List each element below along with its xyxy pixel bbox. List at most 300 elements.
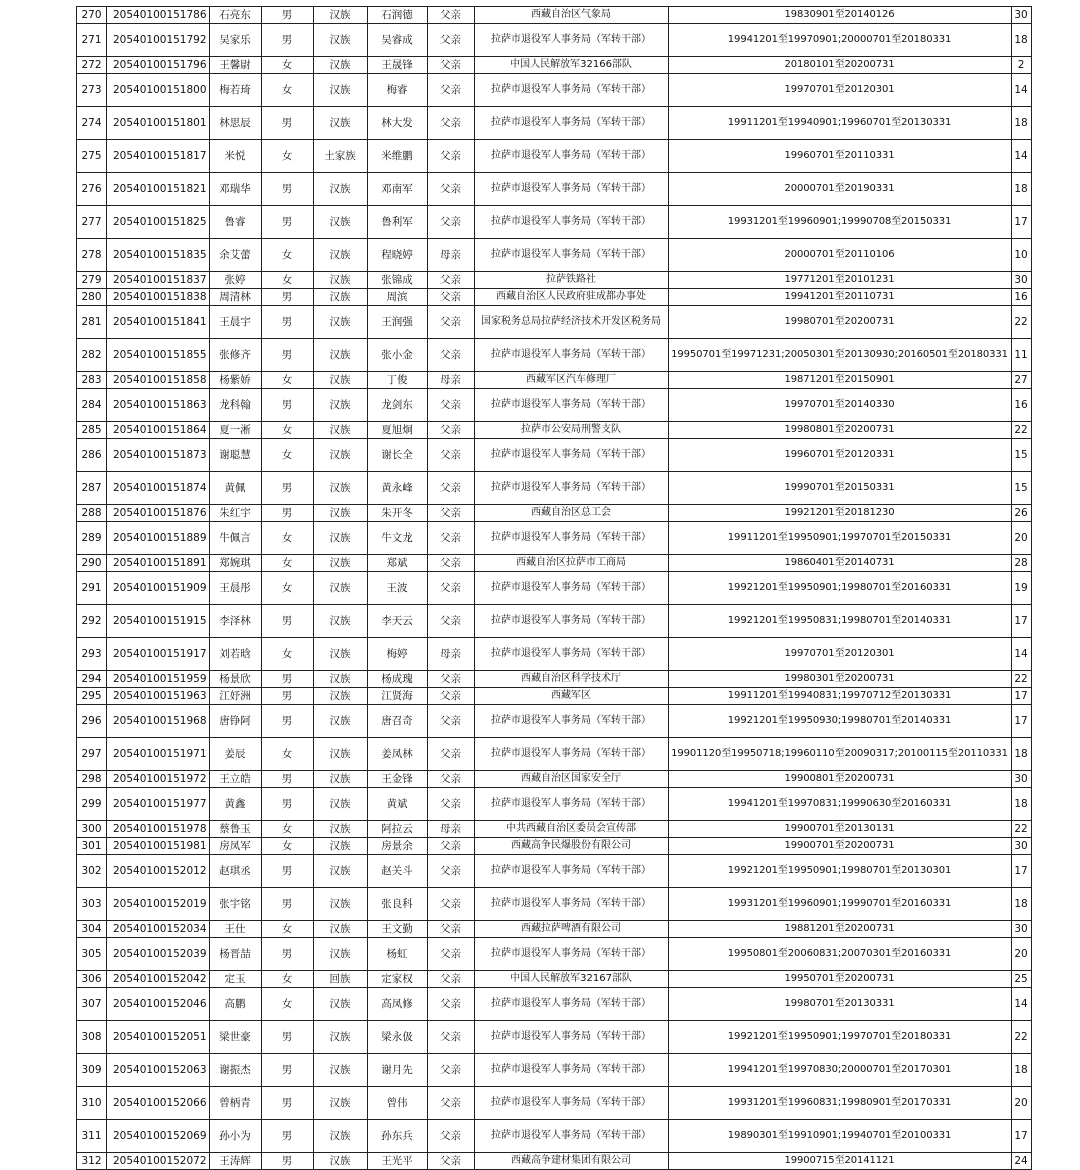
registration-id: 20540100151863 <box>107 389 210 422</box>
table-row <box>77 206 1032 239</box>
applicant-name: 黄佩 <box>209 472 261 505</box>
applicant-ethnicity: 汉族 <box>313 107 367 140</box>
service-period: 19830901至20140126 <box>668 7 1011 24</box>
relationship: 父亲 <box>427 206 474 239</box>
registration-id: 20540100151786 <box>107 7 210 24</box>
table-row <box>77 1153 1032 1170</box>
applicant-ethnicity: 汉族 <box>313 74 367 107</box>
registration-id: 20540100151889 <box>107 522 210 555</box>
service-years: 18 <box>1011 107 1031 140</box>
applicant-name: 牛佩言 <box>209 522 261 555</box>
applicant-sex: 男 <box>261 1054 313 1087</box>
applicant-ethnicity: 汉族 <box>313 389 367 422</box>
table-row <box>77 555 1032 572</box>
service-period: 19980701至20200731 <box>668 306 1011 339</box>
parent-name: 夏旭炯 <box>367 422 427 439</box>
applicant-sex: 男 <box>261 173 313 206</box>
parent-name: 王光平 <box>367 1153 427 1170</box>
applicant-sex: 女 <box>261 372 313 389</box>
registration-id: 20540100151968 <box>107 705 210 738</box>
service-period: 19860401至20140731 <box>668 555 1011 572</box>
service-period: 20000701至20190331 <box>668 173 1011 206</box>
relationship: 父亲 <box>427 389 474 422</box>
applicant-sex: 女 <box>261 422 313 439</box>
row-number: 277 <box>77 206 107 239</box>
applicant-name: 张婷 <box>209 272 261 289</box>
registration-id: 20540100152069 <box>107 1120 210 1153</box>
parent-name: 李天云 <box>367 605 427 638</box>
parent-name: 谢长全 <box>367 439 427 472</box>
parent-name: 吴睿成 <box>367 24 427 57</box>
applicant-sex: 女 <box>261 988 313 1021</box>
relationship: 父亲 <box>427 738 474 771</box>
roster-sheet <box>76 6 1032 1170</box>
relationship: 父亲 <box>427 7 474 24</box>
service-years: 18 <box>1011 24 1031 57</box>
work-unit: 西藏高争建材集团有限公司 <box>474 1153 668 1170</box>
parent-name: 周滨 <box>367 289 427 306</box>
service-period: 19941201至20110731 <box>668 289 1011 306</box>
work-unit: 拉萨市退役军人事务局（军转干部） <box>474 239 668 272</box>
work-unit: 拉萨市退役军人事务局（军转干部） <box>474 140 668 173</box>
row-number: 283 <box>77 372 107 389</box>
relationship: 父亲 <box>427 572 474 605</box>
service-period: 19980801至20200731 <box>668 422 1011 439</box>
parent-name: 杨成瑰 <box>367 671 427 688</box>
parent-name: 张良科 <box>367 888 427 921</box>
parent-name: 张小金 <box>367 339 427 372</box>
applicant-ethnicity: 土家族 <box>313 140 367 173</box>
parent-name: 程晓婷 <box>367 239 427 272</box>
work-unit: 拉萨市退役军人事务局（军转干部） <box>474 738 668 771</box>
work-unit: 西藏军区汽车修理厂 <box>474 372 668 389</box>
row-number: 278 <box>77 239 107 272</box>
service-period: 19941201至19970901;20000701至20180331 <box>668 24 1011 57</box>
table-row <box>77 422 1032 439</box>
row-number: 284 <box>77 389 107 422</box>
applicant-sex: 男 <box>261 1153 313 1170</box>
row-number: 299 <box>77 788 107 821</box>
applicant-sex: 男 <box>261 888 313 921</box>
work-unit: 拉萨市退役军人事务局（军转干部） <box>474 472 668 505</box>
service-period: 19950701至20200731 <box>668 971 1011 988</box>
applicant-ethnicity: 汉族 <box>313 1120 367 1153</box>
table-row <box>77 1120 1032 1153</box>
relationship: 父亲 <box>427 107 474 140</box>
service-years: 18 <box>1011 888 1031 921</box>
applicant-sex: 女 <box>261 555 313 572</box>
service-years: 19 <box>1011 572 1031 605</box>
row-number: 306 <box>77 971 107 988</box>
relationship: 父亲 <box>427 771 474 788</box>
parent-name: 房景余 <box>367 838 427 855</box>
table-row <box>77 572 1032 605</box>
parent-name: 朱开冬 <box>367 505 427 522</box>
table-row <box>77 838 1032 855</box>
applicant-sex: 男 <box>261 855 313 888</box>
service-years: 20 <box>1011 1087 1031 1120</box>
table-row <box>77 522 1032 555</box>
applicant-sex: 男 <box>261 505 313 522</box>
service-period: 19901120至19950718;19960110至20090317;20100115至20110331 <box>668 738 1011 771</box>
applicant-sex: 女 <box>261 522 313 555</box>
service-period: 19771201至20101231 <box>668 272 1011 289</box>
service-period: 19960701至20110331 <box>668 140 1011 173</box>
service-years: 14 <box>1011 74 1031 107</box>
work-unit: 拉萨市退役军人事务局（军转干部） <box>474 788 668 821</box>
applicant-name: 姜辰 <box>209 738 261 771</box>
applicant-name: 吴家乐 <box>209 24 261 57</box>
work-unit: 国家税务总局拉萨经济技术开发区税务局 <box>474 306 668 339</box>
applicant-name: 曾柄青 <box>209 1087 261 1120</box>
applicant-sex: 女 <box>261 638 313 671</box>
service-years: 16 <box>1011 289 1031 306</box>
applicant-ethnicity: 汉族 <box>313 422 367 439</box>
applicant-sex: 男 <box>261 306 313 339</box>
applicant-ethnicity: 汉族 <box>313 239 367 272</box>
relationship: 父亲 <box>427 838 474 855</box>
applicant-sex: 女 <box>261 439 313 472</box>
applicant-name: 石亮东 <box>209 7 261 24</box>
applicant-name: 蔡鲁玉 <box>209 821 261 838</box>
registration-id: 20540100151855 <box>107 339 210 372</box>
service-period: 19941201至19970831;19990630至20160331 <box>668 788 1011 821</box>
relationship: 父亲 <box>427 24 474 57</box>
work-unit: 西藏自治区总工会 <box>474 505 668 522</box>
service-years: 18 <box>1011 173 1031 206</box>
service-years: 14 <box>1011 140 1031 173</box>
row-number: 272 <box>77 57 107 74</box>
service-years: 11 <box>1011 339 1031 372</box>
parent-name: 江贤海 <box>367 688 427 705</box>
row-number: 287 <box>77 472 107 505</box>
service-period: 19921201至19950930;19980701至20140331 <box>668 705 1011 738</box>
applicant-name: 龙科翰 <box>209 389 261 422</box>
registration-id: 20540100151963 <box>107 688 210 705</box>
service-years: 30 <box>1011 921 1031 938</box>
relationship: 父亲 <box>427 1120 474 1153</box>
registration-id: 20540100152063 <box>107 1054 210 1087</box>
applicant-name: 孙小为 <box>209 1120 261 1153</box>
service-years: 30 <box>1011 771 1031 788</box>
service-period: 19970701至20140330 <box>668 389 1011 422</box>
service-period: 19921201至19950901;19980701至20160331 <box>668 572 1011 605</box>
row-number: 293 <box>77 638 107 671</box>
relationship: 母亲 <box>427 372 474 389</box>
registration-id: 20540100152066 <box>107 1087 210 1120</box>
row-number: 300 <box>77 821 107 838</box>
registration-id: 20540100151821 <box>107 173 210 206</box>
applicant-ethnicity: 汉族 <box>313 439 367 472</box>
applicant-sex: 女 <box>261 971 313 988</box>
table-row <box>77 1054 1032 1087</box>
table-row <box>77 289 1032 306</box>
parent-name: 王文勤 <box>367 921 427 938</box>
parent-name: 邓南军 <box>367 173 427 206</box>
table-row <box>77 339 1032 372</box>
registration-id: 20540100151817 <box>107 140 210 173</box>
applicant-ethnicity: 汉族 <box>313 339 367 372</box>
parent-name: 王晟锋 <box>367 57 427 74</box>
relationship: 父亲 <box>427 555 474 572</box>
applicant-ethnicity: 汉族 <box>313 57 367 74</box>
applicant-ethnicity: 汉族 <box>313 738 367 771</box>
service-period: 19980701至20130331 <box>668 988 1011 1021</box>
registration-id: 20540100151915 <box>107 605 210 638</box>
registration-id: 20540100151909 <box>107 572 210 605</box>
service-period: 19931201至19960831;19980901至20170331 <box>668 1087 1011 1120</box>
applicant-name: 房凤军 <box>209 838 261 855</box>
relationship: 父亲 <box>427 505 474 522</box>
work-unit: 拉萨市退役军人事务局（军转干部） <box>474 522 668 555</box>
relationship: 父亲 <box>427 289 474 306</box>
relationship: 父亲 <box>427 57 474 74</box>
applicant-name: 江妤洲 <box>209 688 261 705</box>
registration-id: 20540100151978 <box>107 821 210 838</box>
relationship: 父亲 <box>427 306 474 339</box>
service-years: 18 <box>1011 1054 1031 1087</box>
row-number: 298 <box>77 771 107 788</box>
work-unit: 拉萨市退役军人事务局（军转干部） <box>474 572 668 605</box>
work-unit: 拉萨市退役军人事务局（军转干部） <box>474 638 668 671</box>
table-row <box>77 24 1032 57</box>
parent-name: 张锦成 <box>367 272 427 289</box>
registration-id: 20540100151874 <box>107 472 210 505</box>
applicant-ethnicity: 汉族 <box>313 771 367 788</box>
registration-id: 20540100151959 <box>107 671 210 688</box>
applicant-name: 张宇铭 <box>209 888 261 921</box>
applicant-ethnicity: 汉族 <box>313 938 367 971</box>
relationship: 父亲 <box>427 938 474 971</box>
table-row <box>77 738 1032 771</box>
work-unit: 拉萨市退役军人事务局（军转干部） <box>474 339 668 372</box>
row-number: 275 <box>77 140 107 173</box>
table-row <box>77 306 1032 339</box>
table-row <box>77 688 1032 705</box>
service-years: 15 <box>1011 439 1031 472</box>
service-period: 19871201至20150901 <box>668 372 1011 389</box>
relationship: 父亲 <box>427 788 474 821</box>
registration-id: 20540100152039 <box>107 938 210 971</box>
applicant-name: 杨晋喆 <box>209 938 261 971</box>
service-years: 10 <box>1011 239 1031 272</box>
applicant-name: 梁世豪 <box>209 1021 261 1054</box>
applicant-ethnicity: 汉族 <box>313 788 367 821</box>
applicant-ethnicity: 汉族 <box>313 1087 367 1120</box>
parent-name: 梅睿 <box>367 74 427 107</box>
applicant-sex: 女 <box>261 738 313 771</box>
applicant-ethnicity: 汉族 <box>313 289 367 306</box>
row-number: 305 <box>77 938 107 971</box>
roster-rows <box>77 7 1032 1170</box>
applicant-sex: 女 <box>261 572 313 605</box>
applicant-sex: 男 <box>261 206 313 239</box>
relationship: 父亲 <box>427 339 474 372</box>
table-row <box>77 788 1032 821</box>
table-row <box>77 638 1032 671</box>
relationship: 父亲 <box>427 705 474 738</box>
service-years: 20 <box>1011 522 1031 555</box>
service-years: 17 <box>1011 605 1031 638</box>
service-years: 17 <box>1011 688 1031 705</box>
relationship: 父亲 <box>427 439 474 472</box>
row-number: 280 <box>77 289 107 306</box>
work-unit: 拉萨铁路社 <box>474 272 668 289</box>
applicant-sex: 男 <box>261 107 313 140</box>
service-period: 19911201至19950901;19970701至20150331 <box>668 522 1011 555</box>
work-unit: 拉萨市退役军人事务局（军转干部） <box>474 605 668 638</box>
row-number: 291 <box>77 572 107 605</box>
applicant-sex: 男 <box>261 1087 313 1120</box>
service-years: 24 <box>1011 1153 1031 1170</box>
service-years: 30 <box>1011 838 1031 855</box>
work-unit: 拉萨市退役军人事务局（军转干部） <box>474 439 668 472</box>
parent-name: 鲁利军 <box>367 206 427 239</box>
row-number: 279 <box>77 272 107 289</box>
applicant-name: 王涛辉 <box>209 1153 261 1170</box>
parent-name: 牛文龙 <box>367 522 427 555</box>
applicant-name: 王仕 <box>209 921 261 938</box>
table-row <box>77 1021 1032 1054</box>
row-number: 274 <box>77 107 107 140</box>
applicant-name: 夏一淅 <box>209 422 261 439</box>
table-row <box>77 1087 1032 1120</box>
applicant-name: 杨景欣 <box>209 671 261 688</box>
table-row <box>77 821 1032 838</box>
parent-name: 赵关斗 <box>367 855 427 888</box>
parent-name: 米维鹏 <box>367 140 427 173</box>
applicant-name: 周清林 <box>209 289 261 306</box>
applicant-sex: 男 <box>261 472 313 505</box>
work-unit: 拉萨市退役军人事务局（军转干部） <box>474 206 668 239</box>
work-unit: 拉萨市退役军人事务局（军转干部） <box>474 1021 668 1054</box>
registration-id: 20540100152012 <box>107 855 210 888</box>
row-number: 271 <box>77 24 107 57</box>
service-years: 25 <box>1011 971 1031 988</box>
parent-name: 高凤修 <box>367 988 427 1021</box>
parent-name: 谢月先 <box>367 1054 427 1087</box>
service-period: 19921201至19950901;19970701至20180331 <box>668 1021 1011 1054</box>
work-unit: 西藏自治区气象局 <box>474 7 668 24</box>
service-period: 19980301至20200731 <box>668 671 1011 688</box>
applicant-ethnicity: 汉族 <box>313 173 367 206</box>
applicant-ethnicity: 汉族 <box>313 372 367 389</box>
registration-id: 20540100152046 <box>107 988 210 1021</box>
relationship: 父亲 <box>427 74 474 107</box>
service-period: 20000701至20110106 <box>668 239 1011 272</box>
row-number: 290 <box>77 555 107 572</box>
service-years: 17 <box>1011 705 1031 738</box>
applicant-sex: 女 <box>261 74 313 107</box>
applicant-sex: 男 <box>261 7 313 24</box>
applicant-sex: 男 <box>261 688 313 705</box>
applicant-sex: 女 <box>261 140 313 173</box>
applicant-ethnicity: 汉族 <box>313 855 367 888</box>
work-unit: 拉萨市退役军人事务局（军转干部） <box>474 1087 668 1120</box>
applicant-name: 赵琪丞 <box>209 855 261 888</box>
service-period: 19921201至19950831;19980701至20140331 <box>668 605 1011 638</box>
work-unit: 中国人民解放军32166部队 <box>474 57 668 74</box>
table-row <box>77 472 1032 505</box>
applicant-ethnicity: 汉族 <box>313 505 367 522</box>
service-years: 17 <box>1011 206 1031 239</box>
service-years: 14 <box>1011 638 1031 671</box>
table-row <box>77 705 1032 738</box>
table-row <box>77 57 1032 74</box>
table-row <box>77 140 1032 173</box>
parent-name: 唐召奇 <box>367 705 427 738</box>
applicant-name: 梅若琦 <box>209 74 261 107</box>
applicant-name: 邓瑞华 <box>209 173 261 206</box>
applicant-ethnicity: 汉族 <box>313 272 367 289</box>
parent-name: 曾伟 <box>367 1087 427 1120</box>
service-period: 19941201至19970830;20000701至20170301 <box>668 1054 1011 1087</box>
applicant-sex: 男 <box>261 24 313 57</box>
row-number: 304 <box>77 921 107 938</box>
table-row <box>77 988 1032 1021</box>
table-row <box>77 173 1032 206</box>
service-period: 19900801至20200731 <box>668 771 1011 788</box>
table-row <box>77 389 1032 422</box>
service-years: 18 <box>1011 788 1031 821</box>
parent-name: 丁俊 <box>367 372 427 389</box>
row-number: 302 <box>77 855 107 888</box>
service-years: 16 <box>1011 389 1031 422</box>
work-unit: 拉萨市退役军人事务局（军转干部） <box>474 74 668 107</box>
row-number: 286 <box>77 439 107 472</box>
applicant-ethnicity: 汉族 <box>313 306 367 339</box>
parent-name: 龙剑东 <box>367 389 427 422</box>
applicant-name: 唐铮阿 <box>209 705 261 738</box>
applicant-name: 杨紫娇 <box>209 372 261 389</box>
service-years: 30 <box>1011 272 1031 289</box>
row-number: 307 <box>77 988 107 1021</box>
service-years: 14 <box>1011 988 1031 1021</box>
applicant-sex: 男 <box>261 938 313 971</box>
applicant-sex: 男 <box>261 1120 313 1153</box>
registration-id: 20540100152051 <box>107 1021 210 1054</box>
relationship: 母亲 <box>427 821 474 838</box>
applicant-name: 朱红宇 <box>209 505 261 522</box>
applicant-sex: 女 <box>261 57 313 74</box>
applicant-ethnicity: 回族 <box>313 971 367 988</box>
parent-name: 杨虹 <box>367 938 427 971</box>
work-unit: 西藏自治区国家安全厅 <box>474 771 668 788</box>
work-unit: 西藏军区 <box>474 688 668 705</box>
applicant-ethnicity: 汉族 <box>313 1153 367 1170</box>
table-row <box>77 439 1032 472</box>
applicant-name: 余艾蕾 <box>209 239 261 272</box>
row-number: 282 <box>77 339 107 372</box>
registration-id: 20540100151835 <box>107 239 210 272</box>
row-number: 312 <box>77 1153 107 1170</box>
row-number: 310 <box>77 1087 107 1120</box>
applicant-ethnicity: 汉族 <box>313 838 367 855</box>
row-number: 273 <box>77 74 107 107</box>
service-years: 30 <box>1011 7 1031 24</box>
relationship: 父亲 <box>427 988 474 1021</box>
table-row <box>77 771 1032 788</box>
service-period: 19950701至19971231;20050301至20130930;20160501至20180331 <box>668 339 1011 372</box>
applicant-ethnicity: 汉族 <box>313 638 367 671</box>
relationship: 父亲 <box>427 671 474 688</box>
applicant-sex: 女 <box>261 239 313 272</box>
table-row <box>77 921 1032 938</box>
applicant-name: 刘若晗 <box>209 638 261 671</box>
work-unit: 拉萨市公安局刑警支队 <box>474 422 668 439</box>
service-period: 19911201至19940831;19970712至20130331 <box>668 688 1011 705</box>
work-unit: 拉萨市退役军人事务局（军转干部） <box>474 389 668 422</box>
